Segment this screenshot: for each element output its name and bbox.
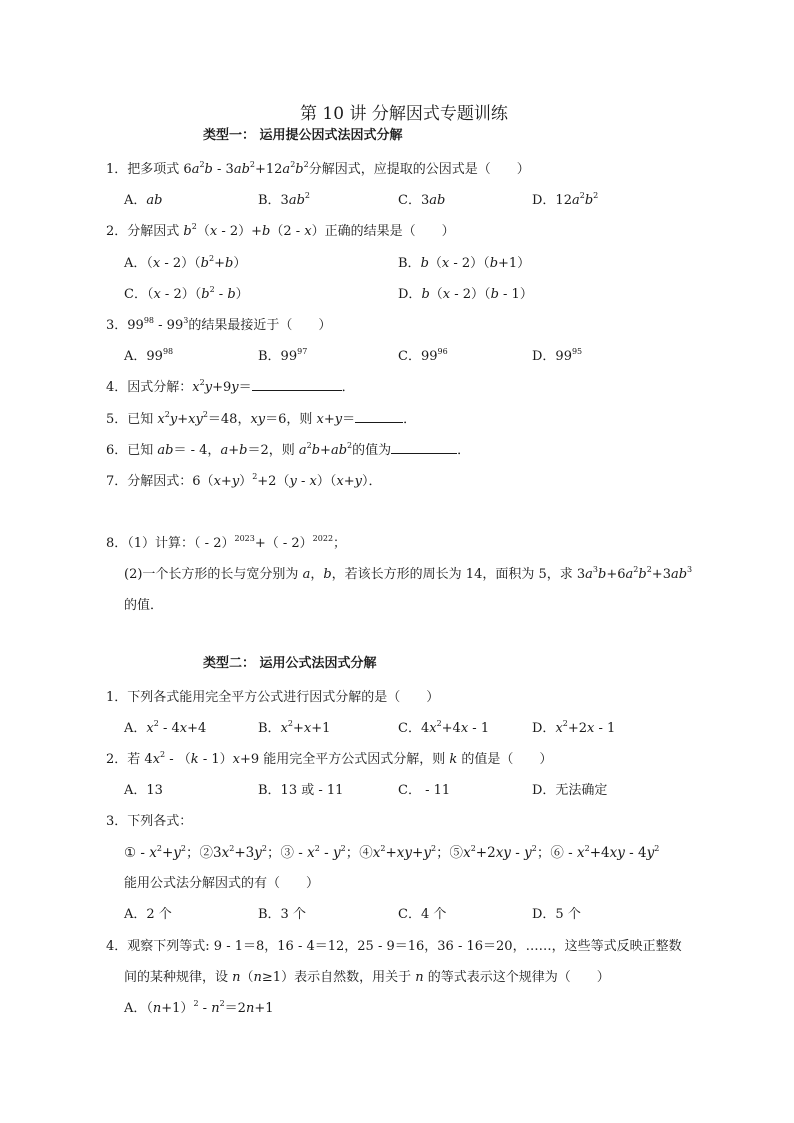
option-d[interactable]: D．无法确定 [532, 783, 608, 798]
question-1-8: 8．（1）计算：（ - 2）$^{2023}$+（ - 2）$^{2022}$； [106, 534, 347, 551]
option-b[interactable]: B．$x^2+x+1$ [258, 719, 331, 736]
question-1-5: 5．已知 $x^2y+xy^2=48$，xy＝6，则 x+y＝ ． [106, 410, 417, 427]
question-text: 下列各式能用完全平方公式进行因式分解的是（ ） [127, 690, 440, 705]
question-1-4: 4．因式分解：$x^2y+9y=$ ． [106, 378, 355, 395]
question-number: 1． [106, 162, 128, 177]
question-1-8-part2: (2)一个长方形的长与宽分别为 a，b，若该长方形的周长为 14，面积为 5，求 $3a^3b+6a^2b^2+3ab^3$ [124, 565, 693, 582]
option-b[interactable]: B．$3ab^2$ [258, 191, 310, 208]
question-text: $99^{98} - 99^3$的结果最接近于（ ） [127, 316, 332, 333]
question-number: 4． [106, 380, 128, 395]
option-b[interactable]: B．3 个 [258, 907, 306, 922]
section-heading-1: 类型一： 运用提公因式法因式分解 [203, 128, 403, 143]
option-d[interactable]: D．5 个 [532, 907, 581, 922]
answer-blank[interactable] [355, 412, 403, 423]
option-c[interactable]: C． - 11 [398, 783, 451, 798]
question-1-8-part2-end: 的值． [124, 598, 164, 613]
question-number: 2． [106, 224, 128, 239]
question-2-2: 2．若 $4x^2 - (k - 1)x+9$ 能用完全平方公式因式分解，则 k 的值是（ ） [106, 750, 553, 767]
answer-blank[interactable] [252, 380, 342, 391]
option-b[interactable]: B．13 或 - 11 [258, 783, 344, 798]
option-c[interactable]: C．3ab [398, 193, 446, 208]
option-d[interactable]: D．$99^{95}$ [532, 347, 583, 364]
option-d[interactable]: D．$x^2+2x - 1$ [532, 719, 616, 736]
question-number: 2． [106, 752, 128, 767]
question-1-1 [106, 162, 530, 178]
option-d[interactable]: D．$12a^2b^2$ [532, 191, 599, 208]
question-2-4 [106, 939, 682, 955]
option-b[interactable]: B．b（x - 2）（b+1） [398, 256, 531, 271]
question-number: 1． [106, 690, 128, 705]
section-heading-2: 类型二： 运用公式法因式分解 [203, 656, 377, 671]
question-1-2 [106, 224, 455, 240]
question-number: 8． [106, 536, 128, 551]
answer-blank[interactable] [391, 443, 457, 454]
option-a[interactable]: A．$99^{98}$ [124, 347, 174, 364]
question-1-6: 6．已知 ab＝ - 4，a+b＝2，则 $a^2b+ab^2$的值为 ． [106, 441, 471, 458]
question-1-3 [106, 318, 331, 334]
question-number: 3． [106, 814, 128, 829]
question-number: 6． [106, 443, 128, 458]
question-2-4-line2: 间的某种规律，设 n（n≥1）表示自然数，用关于 n 的等式表示这个规律为（ ） [124, 970, 610, 985]
question-text: 观察下列等式: 9 - 1＝8，16 - 4＝12，25 - 9＝16，36 - 16＝20，……，这些等式反映正整数 [127, 939, 682, 954]
question-number: 7． [106, 474, 128, 489]
question-number: 5． [106, 412, 128, 427]
question-text: 分解因式 $b^2(x - 2)+b(2 - x)$正确的结果是（ ） [127, 222, 455, 239]
option-a[interactable]: A．ab [124, 193, 163, 208]
option-a[interactable]: A．$(n+1)^2 - n^2=2n+1$ [124, 999, 274, 1016]
question-2-3-line3: 能用公式法分解因式的有（ ） [124, 876, 320, 891]
option-c[interactable]: C．4 个 [398, 907, 447, 922]
option-a[interactable]: A．$x^2 - 4x+4$ [124, 719, 207, 736]
page-title: 第 10 讲 分解因式专题训练 [300, 104, 508, 124]
question-number: 3． [106, 318, 128, 333]
question-number: 4． [106, 939, 128, 954]
question-2-3 [106, 814, 192, 830]
option-a[interactable]: A．2 个 [124, 907, 172, 922]
option-b[interactable]: B．$99^{97}$ [258, 347, 308, 364]
option-a[interactable]: A．13 [124, 783, 163, 798]
expression-list: ① - $x^2+y^2$；$②3x^2+3y^2$；③ - $x^2 - y^2$；$④x^2+xy+y^2$；$⑤x^2+2xy - y^2$；⑥ - $x^2+4xy - 4y^2$ [124, 844, 660, 861]
question-1-7: 7．分解因式：$6(x+y)^2+2(y - x)(x+y)$． [106, 472, 382, 489]
option-d[interactable]: D．b（x - 2）（b - 1） [398, 287, 533, 302]
option-c[interactable]: C．$4x^2+4x - 1$ [398, 719, 490, 736]
question-text: 把多项式 $6a^2b - 3ab^2+12a^2b^2$分解因式，应提取的公因式是（ ） [127, 160, 530, 177]
option-c[interactable]: C．$99^{96}$ [398, 347, 448, 364]
option-c[interactable]: C．$(x - 2)(b^2 - b)$ [124, 285, 249, 302]
question-2-1 [106, 690, 439, 706]
question-text: 下列各式： [127, 814, 193, 829]
option-a[interactable]: A．$(x - 2)(b^2+b)$ [124, 254, 247, 271]
